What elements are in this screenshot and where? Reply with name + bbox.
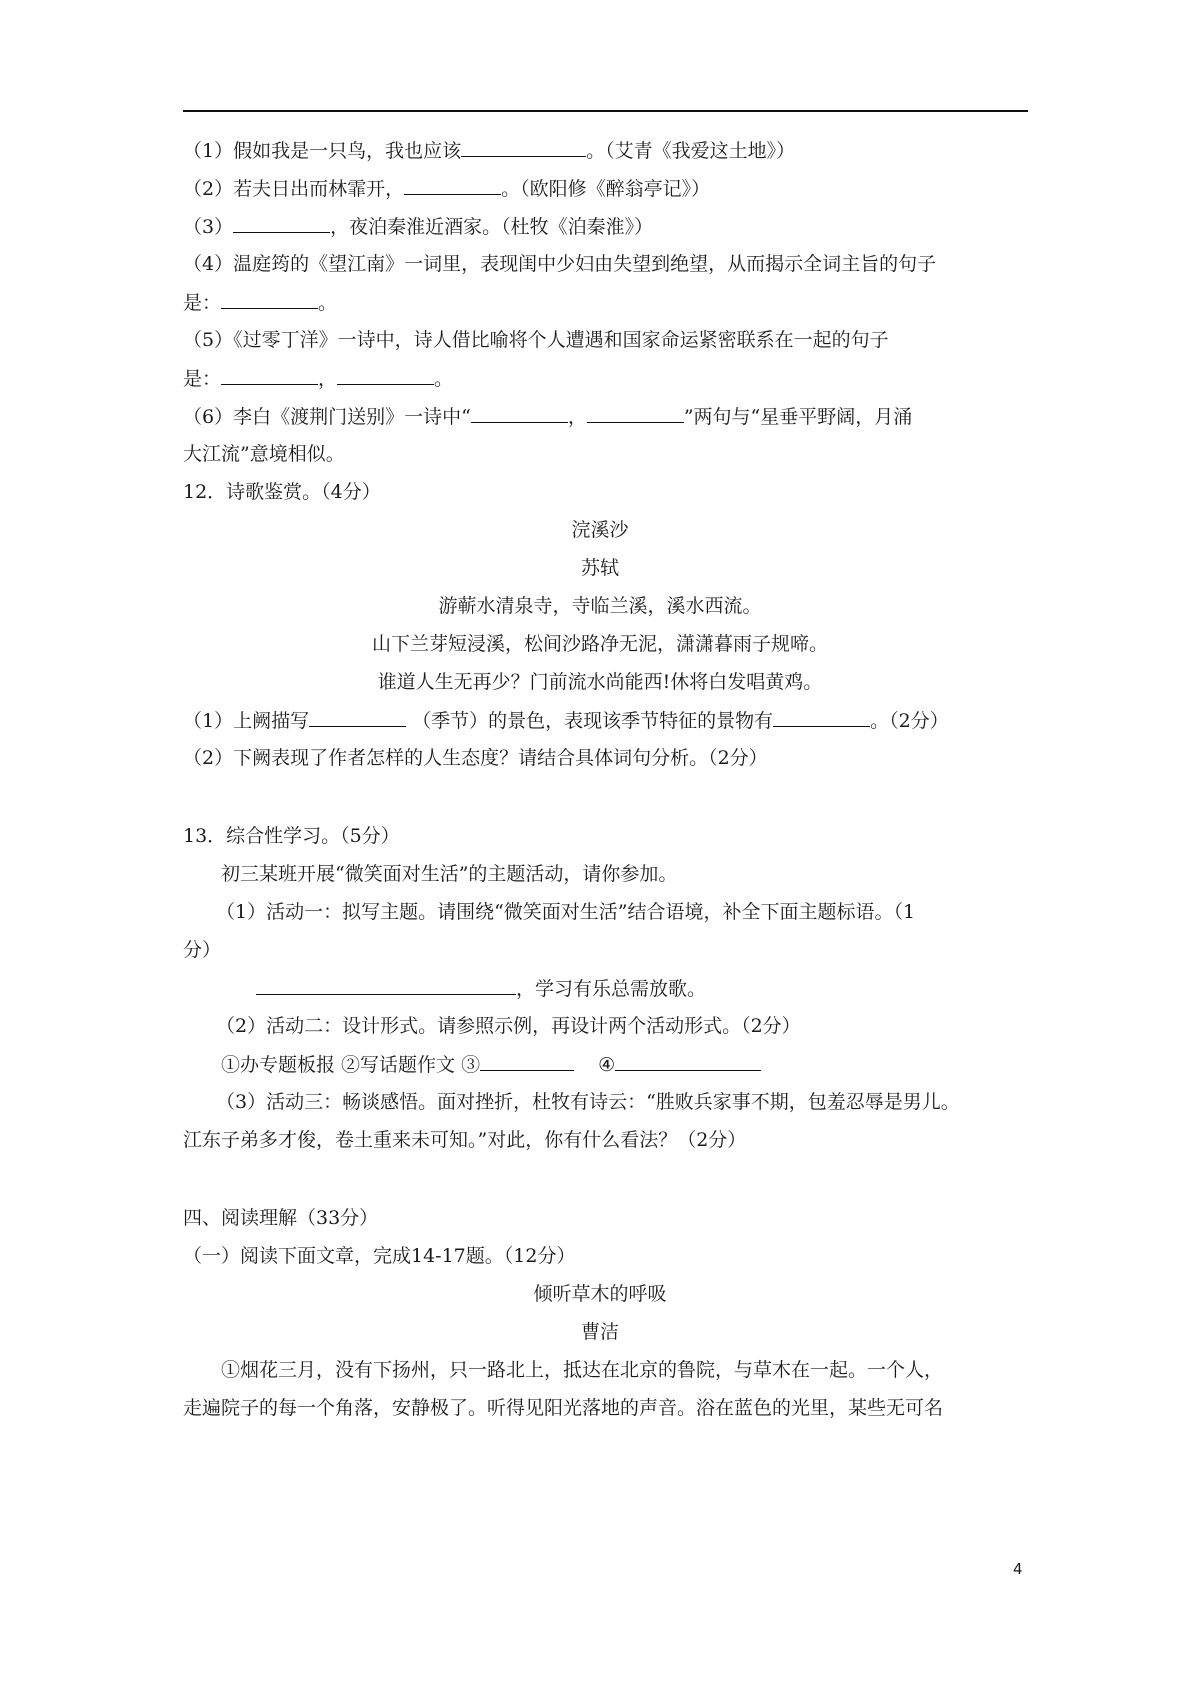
q13-heading: 13．综合性学习。（5分） xyxy=(183,825,400,847)
answer-blank[interactable] xyxy=(309,708,406,727)
article-paragraph-1: ①烟花三月，没有下扬州，只一路北上，抵达在北京的鲁院，与草木在一起。一个人， xyxy=(221,1359,944,1381)
q11-item-5: （5）《过零丁洋》一诗中，诗人借比喻将个人遭遇和国家命运紧密联系在一起的句子 xyxy=(183,329,889,351)
poem-title: 浣溪沙 xyxy=(571,519,629,541)
answer-blank[interactable] xyxy=(615,1052,761,1071)
section4-heading: 四、阅读理解（33分） xyxy=(183,1207,379,1229)
q13-intro: 初三某班开展“微笑面对生活”的主题活动，请你参加。 xyxy=(221,863,678,885)
q12-heading: 12．诗歌鉴赏。（4分） xyxy=(183,481,381,503)
q12-sub-1: （1）上阙描写 （季节）的景色，表现该季节特征的景物有 。（2分） xyxy=(183,710,949,732)
article-paragraph-1-cont: 走遍院子的每一个角落，安静极了。听得见阳光落地的声音。浴在蓝色的光里，某些无可名 xyxy=(183,1397,944,1419)
header-rule xyxy=(183,110,1028,112)
section4-subheading: （一）阅读下面文章，完成14-17题。（12分） xyxy=(183,1245,576,1267)
answer-blank[interactable] xyxy=(587,404,684,423)
q11-item-5-cont: 是： ， 。 xyxy=(183,368,454,390)
q13-slogan: ，学习有乐总需放歌。 xyxy=(256,976,706,1001)
q11-item-2: （2）若夫日出而林霏开， 。（欧阳修《醉翁亭记》） xyxy=(183,178,711,200)
poem-author: 苏轼 xyxy=(580,557,619,579)
q13-activity-1-cont: 分） xyxy=(183,939,222,961)
poem-line-2: 山下兰芽短浸溪，松间沙路净无泥，潇潇暮雨子规啼。 xyxy=(371,633,828,655)
q13-activity-3: （3）活动三：畅谈感悟。面对挫折，杜牧有诗云：“胜败兵家事不期，包羞忍辱是男儿。 xyxy=(216,1091,960,1113)
answer-blank[interactable] xyxy=(233,214,330,233)
answer-blank[interactable] xyxy=(221,290,318,309)
q12-sub-2: （2）下阙表现了作者怎样的人生态度？请结合具体词句分析。（2分） xyxy=(183,747,768,769)
answer-blank[interactable] xyxy=(471,404,568,423)
q13-activity-1: （1）活动一：拟写主题。请围绕“微笑面对生活”结合语境，补全下面主题标语。（1 xyxy=(216,901,916,923)
article-title: 倾听草木的呼吸 xyxy=(533,1283,667,1305)
q11-item-6: （6）李白《渡荆门送别》一诗中“ ， ”两句与“星垂平野阔，月涌 xyxy=(183,406,913,428)
answer-blank[interactable] xyxy=(773,708,870,727)
q13-forms: ①办专题板报 ②写话题作文 ③ ④ xyxy=(221,1052,761,1077)
q13-activity-2: （2）活动二：设计形式。请参照示例，再设计两个活动形式。（2分） xyxy=(216,1015,801,1037)
answer-blank[interactable] xyxy=(221,366,318,385)
answer-blank[interactable] xyxy=(480,1052,574,1071)
answer-blank[interactable] xyxy=(404,176,501,195)
poem-line-3: 谁道人生无再少？门前流水尚能西!休将白发唱黄鸡。 xyxy=(377,671,823,693)
q13-activity-3-cont: 江东子弟多才俊，卷土重来未可知。”对此，你有什么看法？（2分） xyxy=(183,1129,747,1151)
answer-blank[interactable] xyxy=(461,138,586,157)
q11-item-4: （4）温庭筠的《望江南》一词里，表现闺中少妇由失望到绝望，从而揭示全词主旨的句子 xyxy=(183,253,937,275)
q11-item-3: （3） ，夜泊秦淮近酒家。（杜牧《泊秦淮》） xyxy=(183,216,654,238)
answer-blank[interactable] xyxy=(337,366,434,385)
q11-item-1: （1）假如我是一只鸟，我也应该 。（艾青《我爱这土地》） xyxy=(183,140,796,162)
slogan-blank[interactable] xyxy=(256,976,516,995)
poem-line-1: 游蕲水清泉寺，寺临兰溪，溪水西流。 xyxy=(438,595,762,617)
page-number: 4 xyxy=(1013,1560,1023,1578)
article-author: 曹洁 xyxy=(580,1321,619,1343)
q11-item-4-cont: 是： 。 xyxy=(183,292,338,314)
q11-item-6-cont: 大江流”意境相似。 xyxy=(183,443,345,465)
